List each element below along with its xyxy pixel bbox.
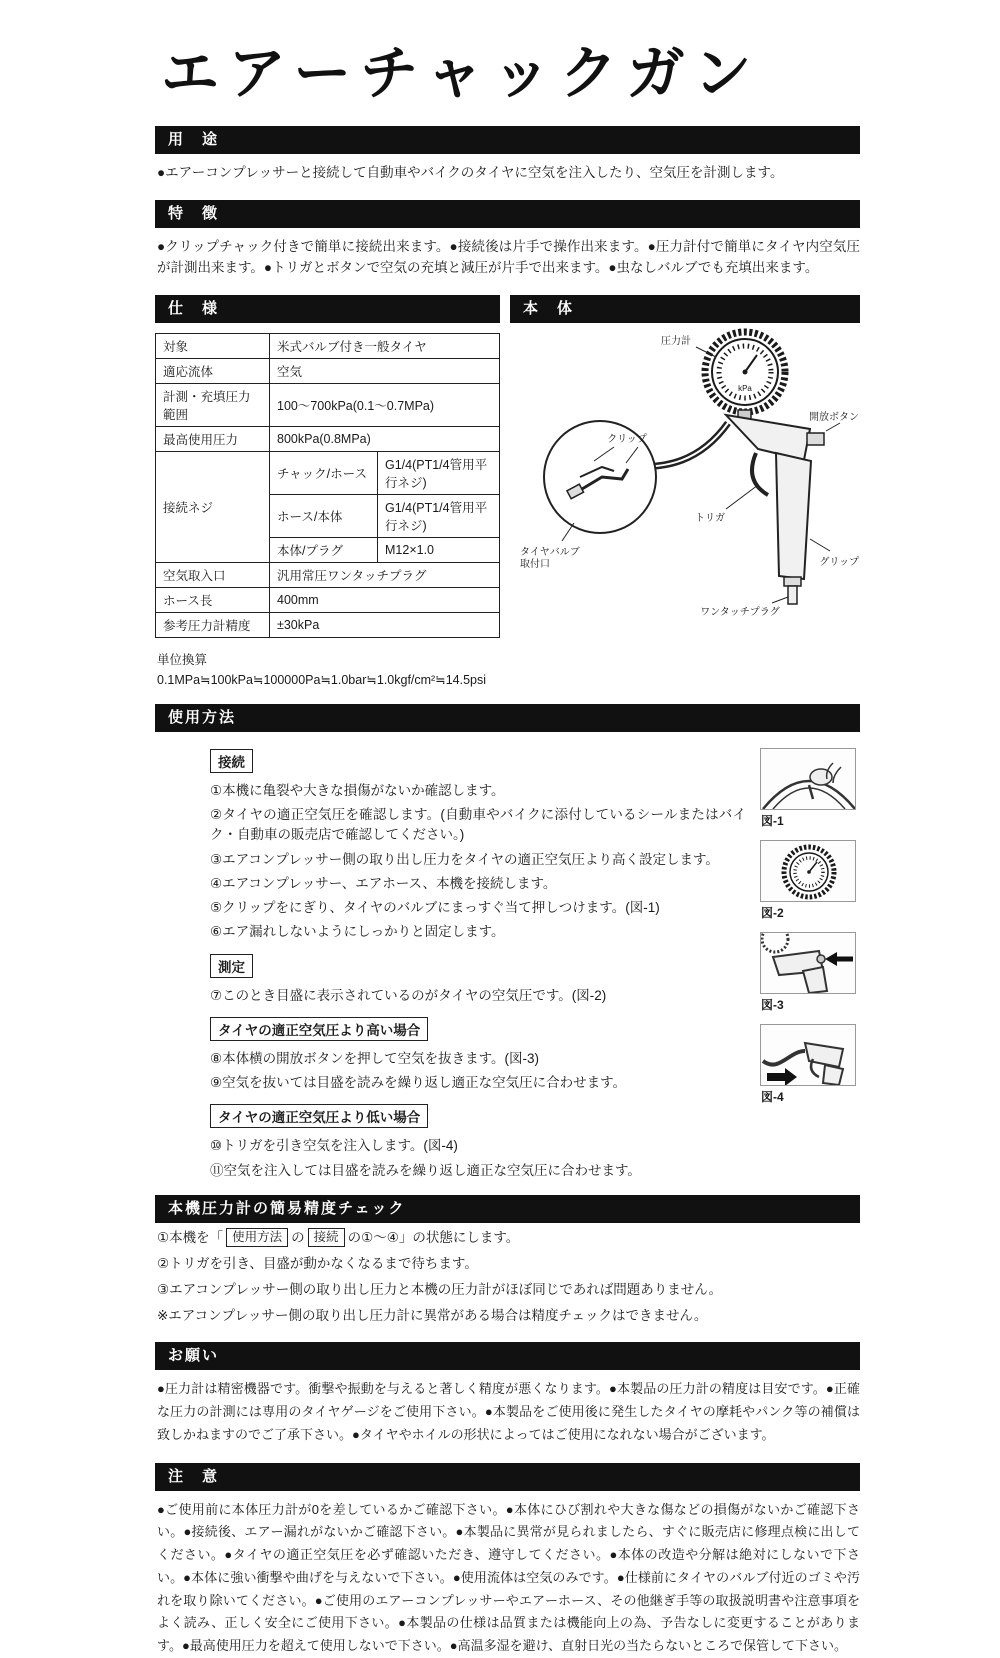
check-step-3: ③エアコンプレッサー側の取り出し圧力と本機の圧力計がほぼ同じであれば問題ありません。 (157, 1281, 723, 1297)
purpose-text: ●エアーコンプレッサーと接続して自動車やバイクのタイヤに空気を注入したり、空気圧を計測します。 (157, 165, 784, 180)
check-usage-ref-box: 使用方法 (226, 1228, 288, 1247)
spec-table (155, 333, 500, 638)
clip-label: クリップ (607, 433, 647, 445)
figure-3-image (760, 932, 856, 994)
check-step-1-pre: ①本機を「 (157, 1229, 224, 1245)
section-header-spec: 仕 様 (155, 295, 500, 323)
section-header-request: お願い (155, 1342, 860, 1370)
table-row (156, 426, 500, 451)
spec-label: 接続ネジ (156, 451, 270, 562)
usage-step: ③エアコンプレッサー側の取り出し圧力をタイヤの適正空気圧より高く設定します。 (210, 851, 719, 867)
table-row (156, 333, 500, 358)
manual-page (155, 26, 860, 1658)
spec-sublabel: ホース/本体 (270, 494, 378, 537)
spec-label: 対象 (156, 333, 270, 358)
usage-steps (155, 742, 760, 1185)
body-diagram-column (510, 295, 860, 690)
spec-value: M12×1.0 (378, 537, 500, 562)
gauge-label: 圧力計 (661, 335, 691, 347)
table-row (156, 587, 500, 612)
figure-2-label: 図-2 (761, 905, 784, 920)
check-note: ※エアコンプレッサー側の取り出し圧力計に異常がある場合は精度チェックはできません。 (157, 1307, 708, 1323)
spec-value: 100〜700kPa(0.1〜0.7MPa) (270, 383, 500, 426)
table-row (156, 612, 500, 637)
table-row (156, 451, 500, 494)
figure-1 (760, 748, 860, 829)
unit-note-title: 単位換算 (157, 652, 208, 667)
figure-3-label: 図-3 (761, 997, 784, 1012)
spec-value: 汎用常圧ワンタッチプラグ (270, 562, 500, 587)
check-connect-ref-box: 接続 (308, 1228, 345, 1247)
figure-2 (760, 840, 860, 921)
usage-step: ④エアコンプレッサー、エアホース、本機を接続します。 (210, 875, 557, 891)
check-step-2: ②トリガを引き、目盛が動かなくなるまで待ちます。 (157, 1255, 478, 1271)
section-header-usage: 使用方法 (155, 704, 860, 732)
plug-icon (784, 577, 801, 586)
usage-subheader-measure: 測定 (210, 954, 253, 978)
unit-note-text: 0.1MPa≒100kPa≒100000Pa≒1.0bar≒1.0kgf/cm²≒14.5psi (157, 672, 487, 687)
trigger-icon (752, 453, 768, 495)
spec-label: ホース長 (156, 587, 270, 612)
valve-port-label-line1: タイヤバルブ (520, 546, 580, 558)
spec-value: G1/4(PT1/4管用平行ネジ) (378, 451, 500, 494)
usage-step: ⑧本体横の開放ボタンを押して空気を抜きます。(図-3) (210, 1050, 540, 1066)
usage-step: ⑦このとき目盛に表示されているのがタイヤの空気圧です。(図-2) (210, 987, 607, 1003)
usage-step: ①本機に亀裂や大きな損傷がないか確認します。 (210, 782, 505, 798)
caution-text: ●ご使用前に本体圧力計が0を差しているかご確認下さい。●本体にひび割れや大きな傷などの損傷がないかご確認下さい。●接続後、エアー漏れがないかご確認下さい。●本製品に異常が見られましたら、すぐに販売店に修理点検に出してください。●タイヤの適正空気圧を必ず確認いただき、遵守してください。●本体の改造や分解は絶対にしないで下さい。●本体に強い衝撃や曲げを与えないで下さい。●使用流体は空気のみです。●仕様前にタイヤのバルブ付近のゴミや汚れを取り除いてください。●ご使用のエアーコンプレッサーやエアーホース、その他継ぎ手等の取扱説明書や注意事項をよく読み、正しく安全にご使用下さい。●本製品の仕様は品質または機能向上の為、予告なしに変更することがあります。●最高使用圧力を超えて使用しないで下さい。●高温多湿を避け、直射日光の当たらないところで保管して下さい。 (157, 1501, 860, 1654)
spec-value: 米式バルブ付き一般タイヤ (270, 333, 500, 358)
figure-4 (760, 1024, 860, 1105)
usage-step: ⑤クリップをにぎり、タイヤのバルブにまっすぐ当て押しつけます。(図-1) (210, 900, 660, 916)
section-header-accuracy-check: 本機圧力計の簡易精度チェック (155, 1195, 860, 1223)
usage-step: ⑨空気を抜いては目盛を読みを繰り返し適正な空気圧に合わせます。 (210, 1075, 627, 1091)
check-step-1 (157, 1228, 860, 1249)
request-text: ●圧力計は精密機器です。衝撃や振動を与えると著しく精度が悪くなります。●本製品の圧力計の精度は目安です。●正確な圧力の計測には専用のタイヤゲージをご使用下さい。●本製品をご使用後に発生したタイヤの摩耗やパンク等の補償は致しかねますのでご了承下さい。●タイヤやホイルの形状によってはご使用になれない場合がございます。 (157, 1381, 860, 1442)
trigger-label: トリガ (695, 512, 725, 524)
section-header-body: 本 体 (510, 295, 860, 323)
gauge-unit-label: kPa (738, 383, 752, 393)
release-button-label: 開放ボタン (809, 411, 859, 423)
unit-conversion-note (157, 650, 500, 690)
figure-2-image (760, 840, 856, 902)
release-button-icon (807, 433, 824, 445)
figure-1-label: 図-1 (761, 813, 784, 828)
spec-label: 最高使用圧力 (156, 426, 270, 451)
gun-head (726, 415, 810, 460)
spec-value: 800kPa(0.8MPa) (270, 426, 500, 451)
table-row (156, 562, 500, 587)
spec-value: 400mm (270, 587, 500, 612)
section-header-caution: 注 意 (155, 1463, 860, 1491)
spec-label: 適応流体 (156, 358, 270, 383)
spec-value: ±30kPa (270, 612, 500, 637)
figure-column (760, 742, 860, 1185)
product-diagram (510, 327, 860, 619)
usage-step: ⑪空気を注入しては目盛を読みを繰り返し適正な空気圧に合わせます。 (210, 1162, 641, 1178)
features-text: ●クリップチャック付きで簡単に接続出来ます。●接続後は片手で操作出来ます。●圧力計付で簡単にタイヤ内空気圧が計測出来ます。●トリガとボタンで空気の充填と減圧が片手で出来ます。●虫なしバルブでも充填出来ます。 (157, 238, 860, 276)
spec-column (155, 295, 500, 690)
section-header-purpose: 用 途 (155, 126, 860, 154)
spec-label: 空気取入口 (156, 562, 270, 587)
usage-subheader-too-high: タイヤの適正空気圧より高い場合 (210, 1017, 428, 1041)
figure-1-image (760, 748, 856, 810)
check-step-1-mid: の (291, 1229, 305, 1245)
figure-4-label: 図-4 (761, 1089, 784, 1104)
spec-value: 空気 (270, 358, 500, 383)
figure-3 (760, 932, 860, 1013)
spec-sublabel: チャック/ホース (270, 451, 378, 494)
spec-label: 計測・充填圧力範囲 (156, 383, 270, 426)
spec-label: 参考圧力計精度 (156, 612, 270, 637)
figure-4-image (760, 1024, 856, 1086)
usage-subheader-connect: 接続 (210, 749, 253, 773)
valve-port-label-line2: 取付口 (520, 558, 550, 570)
table-row (156, 383, 500, 426)
usage-step: ⑩トリガを引き空気を注入します。(図-4) (210, 1138, 458, 1154)
usage-step: ②タイヤの適正空気圧を確認します。(自動車やバイクに添付しているシールまたはバイク・自動車の販売店で確認してください。) (210, 807, 746, 843)
usage-region (155, 742, 860, 1185)
plug-label: ワンタッチプラグ (700, 606, 780, 618)
spec-value: G1/4(PT1/4管用平行ネジ) (378, 494, 500, 537)
usage-step: ⑥エア漏れしないようにしっかりと固定します。 (210, 924, 505, 940)
spec-and-body-region (155, 295, 860, 690)
page-title: エアーチャックガン (161, 41, 761, 106)
gun-grip (776, 453, 811, 579)
usage-subheader-too-low: タイヤの適正空気圧より低い場合 (210, 1104, 428, 1128)
section-header-features: 特 徴 (155, 200, 860, 228)
spec-sublabel: 本体/プラグ (270, 537, 378, 562)
table-row (156, 358, 500, 383)
grip-label: グリップ (819, 556, 859, 568)
check-step-1-post: の①〜④」の状態にします。 (347, 1229, 520, 1245)
